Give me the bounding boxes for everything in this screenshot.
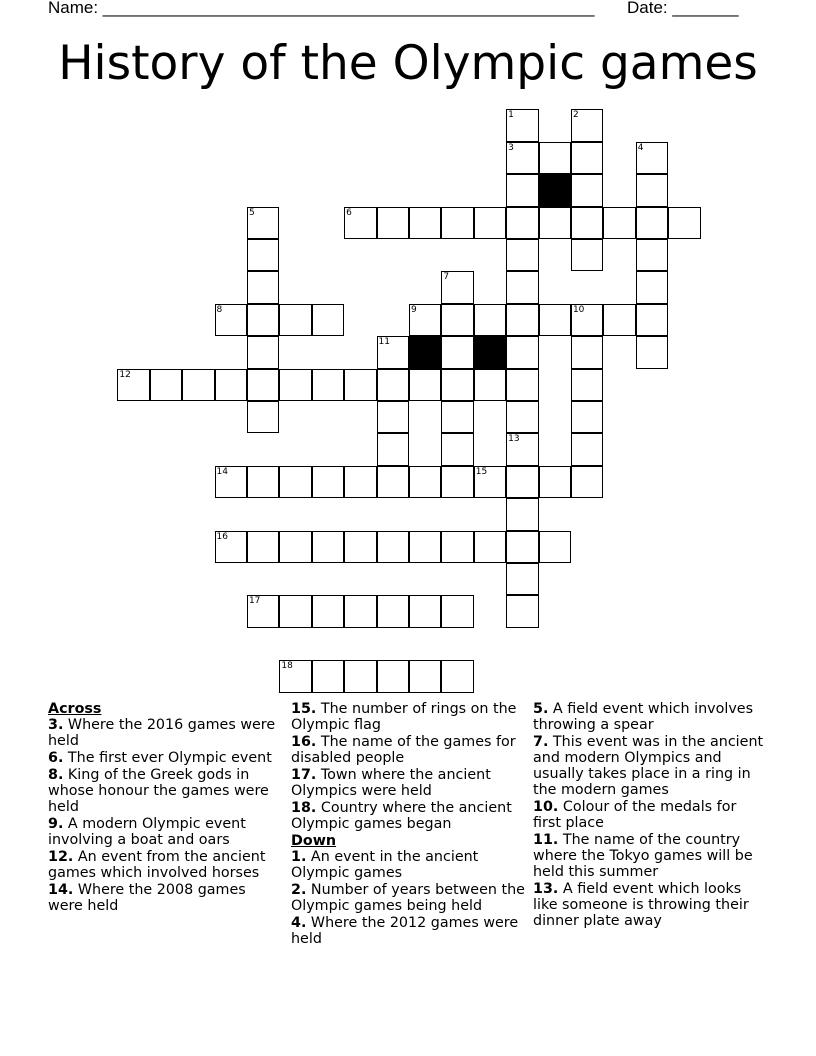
grid-cell[interactable] [312, 466, 344, 498]
grid-cell[interactable] [603, 304, 635, 336]
clue-num: 18. [291, 800, 317, 816]
clue-num: 15. [291, 701, 317, 717]
clue: 3. Where the 2016 games were held [48, 717, 276, 749]
grid-cell[interactable] [441, 595, 473, 627]
grid-cell[interactable] [409, 660, 441, 692]
clue-number: 7 [443, 272, 450, 283]
grid-cell[interactable] [506, 531, 538, 563]
clue: 8. King of the Greek gods in whose honour the games were held [48, 767, 269, 815]
grid-cell[interactable] [215, 304, 247, 336]
grid-cell[interactable] [571, 239, 603, 271]
grid-cell[interactable] [539, 304, 571, 336]
grid-cell[interactable] [409, 466, 441, 498]
grid-cell[interactable] [377, 336, 409, 368]
black-square [539, 174, 571, 206]
clue-number: 5 [248, 207, 255, 218]
grid-cell[interactable] [377, 433, 409, 465]
grid-cell[interactable] [344, 595, 376, 627]
grid-cell[interactable] [506, 369, 538, 401]
grid-cell[interactable] [506, 466, 538, 498]
clue: 13. A field event which looks like someone is throwing their dinner plate away [533, 881, 749, 929]
grid-cell[interactable] [636, 142, 668, 174]
grid-cell[interactable] [117, 369, 149, 401]
grid-cell[interactable] [539, 142, 571, 174]
grid-cell[interactable] [409, 595, 441, 627]
grid-cell[interactable] [377, 207, 409, 239]
grid-cell[interactable] [441, 466, 473, 498]
page-title: History of the Olympic games [58, 36, 758, 91]
clue: 1. An event in the ancient Olympic games [291, 849, 479, 881]
grid-cell[interactable] [441, 433, 473, 465]
clues-column-1 [48, 701, 283, 915]
grid-cell[interactable] [409, 304, 441, 336]
grid-cell[interactable] [344, 207, 376, 239]
grid-cell[interactable] [474, 369, 506, 401]
grid-cell[interactable] [506, 174, 538, 206]
clue-num: 8. [48, 767, 64, 783]
grid-cell[interactable] [409, 369, 441, 401]
clue-number: 12 [119, 369, 131, 380]
clue-number: 3 [508, 142, 514, 153]
grid-cell[interactable] [506, 109, 538, 141]
clue: 18. Country where the ancient Olympic games began [291, 800, 512, 832]
grid-cell[interactable] [377, 466, 409, 498]
clue-number: 17 [248, 596, 261, 607]
name-field[interactable]: Name: ____________________________________________________ [48, 0, 595, 17]
grid-cell[interactable] [279, 304, 311, 336]
clue-number: 10 [572, 304, 585, 315]
grid-cell[interactable] [506, 304, 538, 336]
clue-num: 13. [533, 881, 559, 897]
clue: 15. The number of rings on the Olympic flag [291, 701, 517, 733]
grid-cell[interactable] [312, 660, 344, 692]
clues-column-3 [533, 701, 768, 930]
grid-cell[interactable] [279, 466, 311, 498]
grid-cell[interactable] [247, 369, 279, 401]
grid-cell[interactable] [279, 531, 311, 563]
clue: 16. The name of the games for disabled people [291, 734, 516, 766]
section-heading: Down [291, 833, 337, 849]
grid-cell[interactable] [215, 531, 247, 563]
clue-num: 9. [48, 816, 64, 832]
grid-cell[interactable] [312, 531, 344, 563]
grid-cell[interactable] [571, 466, 603, 498]
clue-num: 4. [291, 915, 307, 931]
grid-cell[interactable] [571, 174, 603, 206]
grid-cell[interactable] [409, 531, 441, 563]
clue: 11. The name of the country where the Tokyo games will be held this summer [533, 832, 753, 880]
clue: 14. Where the 2008 games were held [48, 882, 246, 914]
grid-cell[interactable] [636, 271, 668, 303]
clue-num: 11. [533, 832, 559, 848]
grid-cell[interactable] [247, 401, 279, 433]
clue-number: 13 [508, 434, 520, 445]
clue-number: 2 [572, 110, 579, 121]
grid-cell[interactable] [312, 595, 344, 627]
grid-cell[interactable] [377, 531, 409, 563]
clue-number: 15 [475, 466, 488, 477]
grid-cell[interactable] [215, 369, 247, 401]
clue-num: 10. [533, 799, 559, 815]
grid-cell[interactable] [312, 304, 344, 336]
grid-cell[interactable] [636, 207, 668, 239]
grid-cell[interactable] [571, 304, 603, 336]
grid-cell[interactable] [571, 401, 603, 433]
grid-cell[interactable] [441, 531, 473, 563]
grid-cell[interactable] [312, 369, 344, 401]
clue: 12. An event from the ancient games which involved horses [48, 849, 266, 881]
grid-cell[interactable] [474, 466, 506, 498]
clue: 10. Colour of the medals for first place [533, 799, 737, 831]
grid-cell[interactable] [279, 369, 311, 401]
grid-cell[interactable] [441, 660, 473, 692]
grid-cell[interactable] [344, 531, 376, 563]
black-square [409, 336, 441, 368]
black-square [474, 336, 506, 368]
grid-cell[interactable] [636, 304, 668, 336]
grid-cell[interactable] [474, 207, 506, 239]
grid-cell[interactable] [571, 336, 603, 368]
clue-num: 16. [291, 734, 317, 750]
grid-cell[interactable] [344, 660, 376, 692]
clue-number: 6 [346, 207, 352, 218]
grid-cell[interactable] [636, 239, 668, 271]
grid-cell[interactable] [441, 369, 473, 401]
grid-cell[interactable] [441, 401, 473, 433]
grid-cell[interactable] [571, 207, 603, 239]
clue-number: 9 [410, 304, 417, 315]
grid-cell[interactable] [506, 563, 538, 595]
clue-num: 7. [533, 734, 549, 750]
section-heading: Across [48, 701, 102, 717]
grid-cell[interactable] [506, 207, 538, 239]
clue-num: 12. [48, 849, 74, 865]
clue-num: 14. [48, 882, 74, 898]
grid-cell[interactable] [377, 660, 409, 692]
clue: 4. Where the 2012 games were held [291, 915, 519, 947]
grid-cell[interactable] [636, 336, 668, 368]
clue-num: 2. [291, 882, 307, 898]
clue-num: 1. [291, 849, 307, 865]
clue-num: 17. [291, 767, 317, 783]
grid-cell[interactable] [539, 207, 571, 239]
clues-column-2 [291, 701, 526, 948]
grid-cell[interactable] [603, 207, 635, 239]
grid-cell[interactable] [506, 142, 538, 174]
clue: 9. A modern Olympic event involving a boat and oars [48, 816, 246, 848]
grid-cell[interactable] [150, 369, 182, 401]
grid-cell[interactable] [668, 207, 700, 239]
grid-cell[interactable] [409, 207, 441, 239]
clue: 6. The first ever Olympic event [48, 750, 272, 766]
clue-num: 6. [48, 750, 64, 766]
grid-cell[interactable] [441, 271, 473, 303]
clue-number: 8 [216, 304, 223, 315]
clue: 17. Town where the ancient Olympics were held [291, 767, 491, 799]
grid-cell[interactable] [571, 109, 603, 141]
grid-cell[interactable] [279, 595, 311, 627]
grid-cell[interactable] [377, 401, 409, 433]
date-field[interactable]: Date: _______ [627, 0, 739, 17]
grid-cell[interactable] [441, 304, 473, 336]
clue-number: 16 [216, 531, 228, 542]
clue-num: 3. [48, 717, 64, 733]
grid-cell[interactable] [539, 531, 571, 563]
grid-cell[interactable] [441, 336, 473, 368]
grid-cell[interactable] [344, 466, 376, 498]
grid-cell[interactable] [571, 369, 603, 401]
grid-cell[interactable] [506, 433, 538, 465]
clue-number: 14 [216, 466, 228, 477]
clue-num: 5. [533, 701, 549, 717]
grid-cell[interactable] [506, 595, 538, 627]
clue-number: 11 [378, 337, 390, 348]
grid-cell[interactable] [247, 271, 279, 303]
grid-cell[interactable] [247, 207, 279, 239]
clue-number: 1 [508, 110, 514, 121]
grid-cell[interactable] [377, 369, 409, 401]
grid-cell[interactable] [279, 660, 311, 692]
grid-cell[interactable] [247, 239, 279, 271]
grid-cell[interactable] [247, 466, 279, 498]
grid-cell[interactable] [474, 304, 506, 336]
grid-cell[interactable] [247, 595, 279, 627]
grid-cell[interactable] [474, 531, 506, 563]
clue: 7. This event was in the ancient and modern Olympics and usually takes place in a ring in the modern games [533, 734, 764, 798]
grid-cell[interactable] [506, 401, 538, 433]
grid-cell[interactable] [506, 239, 538, 271]
grid-cell[interactable] [571, 433, 603, 465]
grid-cell[interactable] [636, 174, 668, 206]
grid-cell[interactable] [215, 466, 247, 498]
grid-cell[interactable] [441, 207, 473, 239]
clue-number: 4 [637, 142, 644, 153]
grid-cell[interactable] [506, 271, 538, 303]
grid-cell[interactable] [344, 369, 376, 401]
grid-cell[interactable] [247, 336, 279, 368]
grid-cell[interactable] [571, 142, 603, 174]
grid-cell[interactable] [377, 595, 409, 627]
clue: 5. A field event which involves throwing a spear [533, 701, 754, 733]
grid-cell[interactable] [247, 531, 279, 563]
grid-cell[interactable] [506, 498, 538, 530]
clue: 2. Number of years between the Olympic games being held [291, 882, 525, 914]
grid-cell[interactable] [539, 466, 571, 498]
grid-cell[interactable] [182, 369, 214, 401]
grid-cell[interactable] [506, 336, 538, 368]
grid-cell[interactable] [247, 304, 279, 336]
clue-number: 18 [281, 661, 293, 672]
